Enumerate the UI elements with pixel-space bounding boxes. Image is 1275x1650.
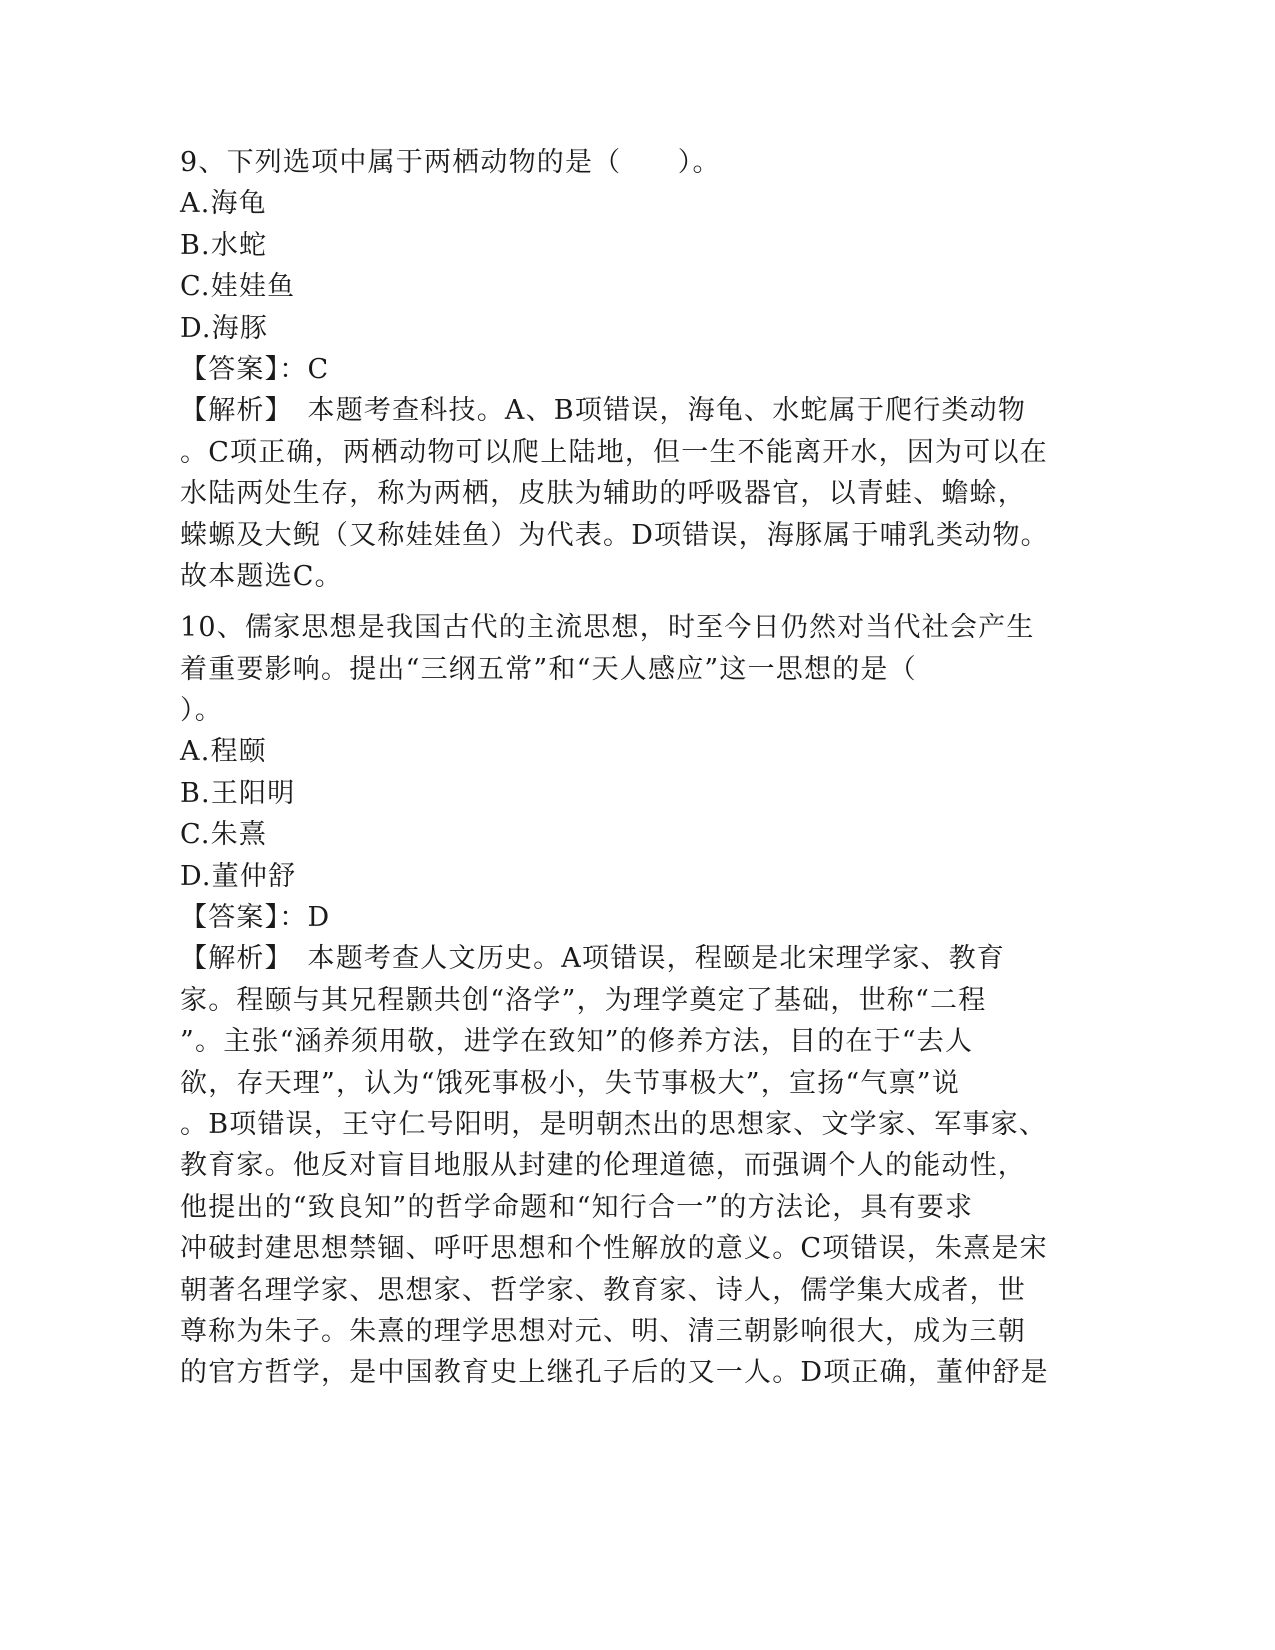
question-10-option-b: B.王阳明 [180,777,296,809]
question-10-title-line: 10、儒家思想是我国古代的主流思想，时至今日仍然对当代社会产生 [180,612,1035,644]
question-9-option-d: D.海豚 [180,312,269,344]
question-10-analysis-line: 教育家。他反对盲目地服从封建的伦理道德，而强调个人的能动性， [180,1150,1026,1182]
question-10-analysis-line: 【解析】 本题考查人文历史。A项错误，程颐是北宋理学家、教育 [180,943,1005,975]
question-10-option-c: C.朱熹 [180,819,268,851]
question-9-analysis-line: 【解析】 本题考查科技。A、B项错误，海龟、水蛇属于爬行类动物 [180,395,1027,427]
question-10-option-a: A.程颐 [180,736,267,768]
question-9-analysis-line: 蝾螈及大鲵（又称娃娃鱼）为代表。D项错误，海豚属于哺乳类动物。 [180,519,1049,551]
question-10-analysis-line: 朝著名理学家、思想家、哲学家、教育家、诗人，儒学集大成者，世 [180,1274,1026,1306]
question-10-title-line: ）。 [180,695,223,727]
question-10-analysis-line: 。B项错误，王守仁号阳明，是明朝杰出的思想家、文学家、军事家、 [180,1108,1048,1140]
question-10-title-line: 着重要影响。提出“三纲五常”和“天人感应”这一思想的是（ [180,653,917,685]
question-10-option-d: D.董仲舒 [180,860,297,892]
question-9-title: 9、下列选项中属于两栖动物的是（ ）。 [180,147,721,178]
page-content [180,142,1050,1394]
question-separator [180,597,1050,607]
question-10-answer: 【答案】：D [180,902,331,934]
question-10-analysis-line: 的官方哲学，是中国教育史上继孔子后的又一人。D项正确，董仲舒是 [180,1357,1049,1389]
question-9 [180,142,1050,597]
question-9-option-a: A.海龟 [180,188,267,220]
question-10-analysis-line: 欲，存天理”，认为“饿死事极小，失节事极大”，宣扬“气禀”说 [180,1067,961,1099]
question-9-analysis-line: 水陆两处生存，称为两栖，皮肤为辅助的呼吸器官，以青蛙、蟾蜍， [180,478,1026,510]
question-9-option-b: B.水蛇 [180,229,268,261]
question-10-analysis-line: ”。主张“涵养须用敬，进学在致知”的修养方法，目的在于“去人 [180,1026,974,1058]
question-10-analysis-line: 尊称为朱子。朱熹的理学思想对元、明、清三朝影响很大，成为三朝 [180,1315,1026,1347]
question-10 [180,607,1050,1393]
question-10-analysis-line: 他提出的“致良知”的哲学命题和“知行合一”的方法论，具有要求 [180,1191,974,1223]
question-9-option-c: C.娃娃鱼 [180,271,296,303]
question-10-analysis-line: 家。程颐与其兄程颢共创“洛学”，为理学奠定了基础，世称“二程 [180,984,987,1016]
question-9-analysis-line: 故本题选C。 [180,560,343,592]
question-9-analysis-line: 。C项正确，两栖动物可以爬上陆地，但一生不能离开水，因为可以在 [180,436,1048,468]
question-9-answer: 【答案】：C [180,353,330,385]
question-10-analysis-line: 冲破封建思想禁锢、呼吁思想和个性解放的意义。C项错误，朱熹是宋 [180,1233,1048,1265]
